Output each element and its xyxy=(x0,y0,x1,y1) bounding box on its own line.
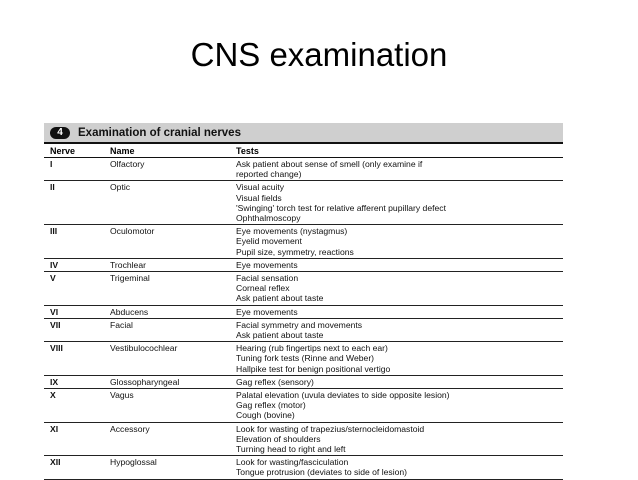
test-line: Hearing (rub fingertips next to each ear) xyxy=(236,343,388,354)
nerve-name: Trigeminal xyxy=(110,273,150,284)
test-line: Eye movements xyxy=(236,259,298,270)
nerve-tests xyxy=(230,273,563,304)
table-number-badge: 4 xyxy=(50,127,70,139)
table-row xyxy=(44,306,563,319)
nerve-number: I xyxy=(50,159,53,169)
table-row xyxy=(44,181,563,225)
nerve-name: Accessory xyxy=(110,423,150,434)
nerve-tests xyxy=(230,226,563,257)
nerve-name: Facial xyxy=(110,319,133,330)
nerve-number: VIII xyxy=(50,343,63,354)
table-row xyxy=(44,342,563,376)
test-line: Cough (bovine) xyxy=(236,410,295,421)
test-line: Eye movements (nystagmus) xyxy=(236,226,348,237)
nerve-tests xyxy=(230,343,563,374)
test-line: Palatal elevation (uvula deviates to side opposite lesion) xyxy=(236,390,450,401)
nerve-name: Trochlear xyxy=(110,259,146,270)
nerve-name: Hypoglossal xyxy=(110,457,157,468)
table-body xyxy=(44,158,563,480)
nerve-number: IX xyxy=(50,376,59,387)
nerve-name: Optic xyxy=(110,182,131,193)
table-row xyxy=(44,376,563,389)
table-row xyxy=(44,456,563,479)
nerve-number: III xyxy=(50,226,58,237)
test-line: 'Swinging' torch test for relative afferent pupillary defect xyxy=(236,202,446,213)
table-row xyxy=(44,423,563,457)
nerve-tests xyxy=(230,320,563,340)
test-line: Ophthalmoscopy xyxy=(236,213,301,224)
nerve-name: Olfactory xyxy=(110,159,145,169)
nerve-name: Glossopharyngeal xyxy=(110,376,180,387)
test-line: Look for wasting/fasciculation xyxy=(236,457,349,468)
cranial-nerves-table xyxy=(44,123,563,478)
test-line: Elevation of shoulders xyxy=(236,433,321,444)
column-header-nerve: Nerve xyxy=(50,145,76,156)
nerve-number: VI xyxy=(50,306,59,317)
table-row xyxy=(44,158,563,181)
nerve-number: V xyxy=(50,273,56,284)
nerve-number: IV xyxy=(50,259,59,270)
nerve-tests xyxy=(230,159,563,179)
column-headers xyxy=(44,144,563,158)
table-row xyxy=(44,389,563,423)
table-row xyxy=(44,272,563,306)
nerve-name: Oculomotor xyxy=(110,226,155,237)
table-row xyxy=(44,225,563,259)
test-line: Gag reflex (sensory) xyxy=(236,376,314,387)
nerve-tests xyxy=(230,457,563,477)
table-caption: Examination of cranial nerves xyxy=(78,126,241,139)
nerve-name: Vestibulocochlear xyxy=(110,343,178,354)
nerve-tests xyxy=(230,260,563,270)
nerve-tests xyxy=(230,377,563,387)
nerve-name: Abducens xyxy=(110,306,149,317)
table-row xyxy=(44,259,563,272)
test-line: Gag reflex (motor) xyxy=(236,400,306,411)
test-line: Look for wasting of trapezius/sternocleidomastoid xyxy=(236,423,425,434)
column-header-name: Name xyxy=(110,145,135,156)
nerve-number: II xyxy=(50,182,55,193)
nerve-number: X xyxy=(50,390,56,401)
test-line: Tuning fork tests (Rinne and Weber) xyxy=(236,353,375,364)
test-line: Eyelid movement xyxy=(236,236,302,247)
nerve-tests xyxy=(230,182,563,223)
test-line: reported change) xyxy=(236,169,302,180)
test-line: Ask patient about sense of smell (only examine if xyxy=(236,159,423,169)
column-header-tests: Tests xyxy=(236,145,259,156)
test-line: Hallpike test for benign positional vertigo xyxy=(236,363,391,374)
nerve-number: VII xyxy=(50,319,61,330)
test-line: Visual acuity xyxy=(236,182,285,193)
nerve-tests xyxy=(230,390,563,421)
test-line: Eye movements xyxy=(236,306,298,317)
nerve-tests xyxy=(230,307,563,317)
slide-title: CNS examination xyxy=(190,36,448,73)
nerve-name: Vagus xyxy=(110,390,134,401)
test-line: Ask patient about taste xyxy=(236,330,324,341)
nerve-tests xyxy=(230,424,563,455)
table-row xyxy=(44,319,563,342)
test-line: Turning head to right and left xyxy=(236,444,346,455)
table-header xyxy=(44,123,563,144)
test-line: Corneal reflex xyxy=(236,283,290,294)
test-line: Pupil size, symmetry, reactions xyxy=(236,246,354,257)
nerve-number: XI xyxy=(50,423,59,434)
test-line: Tongue protrusion (deviates to side of lesion) xyxy=(236,467,408,478)
nerve-number: XII xyxy=(50,457,61,468)
test-line: Facial sensation xyxy=(236,273,299,284)
test-line: Facial symmetry and movements xyxy=(236,319,363,330)
test-line: Visual fields xyxy=(236,192,282,203)
test-line: Ask patient about taste xyxy=(236,293,324,304)
